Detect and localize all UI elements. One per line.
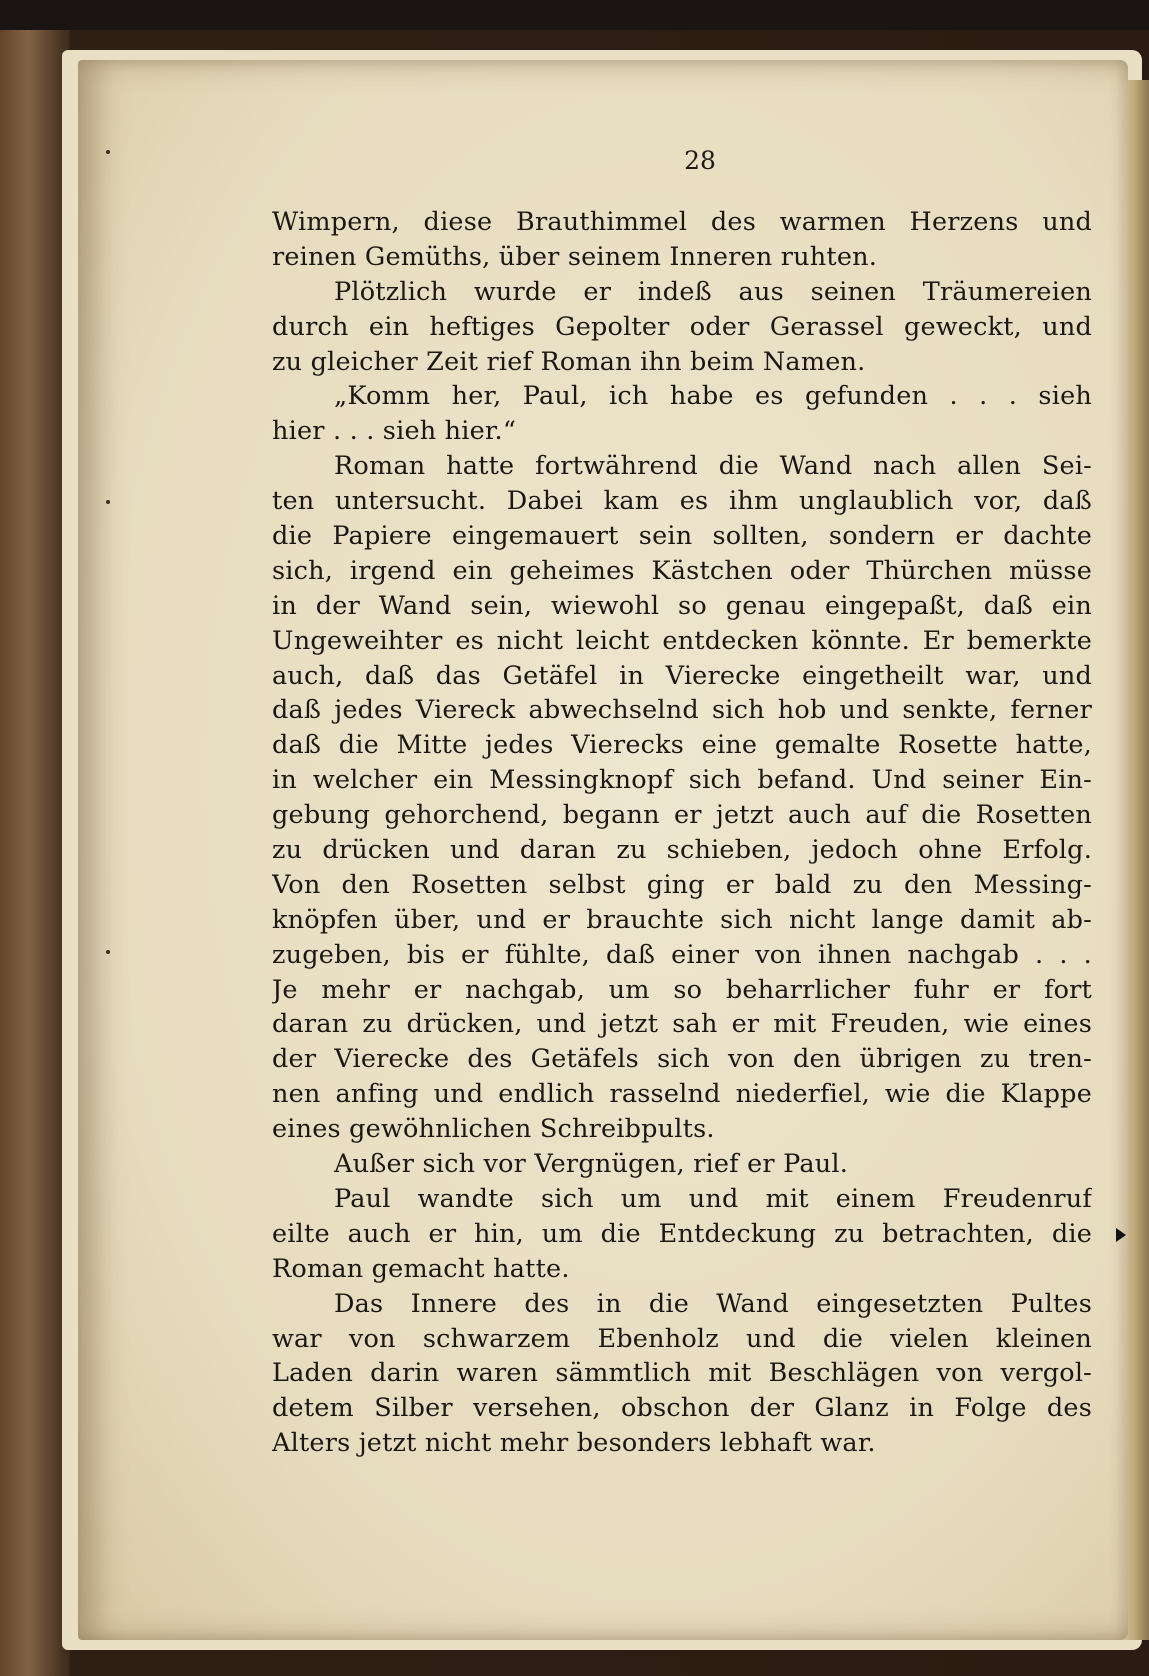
text-line: Das Innere des in die Wand eingesetzten Pultes (334, 1288, 1092, 1319)
text-line: hier . . . sieh hier.“ (272, 416, 517, 447)
margin-speck (106, 950, 110, 954)
text-line: durch ein heftiges Gepolter oder Gerassel geweckt, und (272, 311, 1092, 342)
text-line: daß jedes Viereck abwechselnd sich hob und senkte, ferner (272, 695, 1092, 726)
margin-speck (106, 500, 110, 504)
text-line: Paul wandte sich um und mit einem Freudenruf (334, 1183, 1092, 1214)
text-line: die Papiere eingemauert sein sollten, sondern er dachte (272, 521, 1092, 552)
text-line: gebung gehorchend, begann er jetzt auch auf die Rosetten (272, 800, 1092, 831)
body-text (272, 205, 1092, 1461)
text-line: Roman hatte fortwährend die Wand nach allen Sei- (334, 451, 1092, 482)
text-line: „Komm her, Paul, ich habe es gefunden . . . sieh (334, 381, 1092, 412)
text-line: Wimpern, diese Brauthimmel des warmen Herzens und (272, 207, 1092, 237)
text-line: eilte auch er hin, um die Entdeckung zu betrachten, die (272, 1218, 1092, 1249)
text-line: sich, irgend ein geheimes Kästchen oder Thürchen müsse (272, 555, 1092, 586)
text-line: in welcher ein Messingknopf sich befand. Und seiner Ein- (272, 765, 1092, 796)
text-line: daran zu drücken, und jetzt sah er mit Freuden, wie eines (272, 1009, 1092, 1040)
text-line: Von den Rosetten selbst ging er bald zu den Messing- (272, 869, 1092, 900)
margin-speck (106, 150, 110, 154)
text-line: Außer sich vor Vergnügen, rief er Paul. (334, 1149, 849, 1180)
text-line: Ungeweihter es nicht leicht entdecken könnte. Er bemerkte (272, 625, 1092, 656)
text-line: eines gewöhnlichen Schreibpults. (272, 1114, 715, 1145)
text-line: knöpfen über, und er brauchte sich nicht lange damit ab- (272, 904, 1092, 935)
text-line: war von schwarzem Ebenholz und die vielen kleinen (272, 1323, 1092, 1354)
text-line: nen anfing und endlich rasselnd niederfiel, wie die Klappe (272, 1079, 1092, 1110)
text-line: reinen Gemüths, über seinem Inneren ruhten. (272, 241, 878, 272)
text-line: ten untersucht. Dabei kam es ihm unglaublich vor, daß (272, 486, 1092, 517)
text-line: Laden darin waren sämmtlich mit Beschlägen von vergol- (272, 1358, 1092, 1389)
page-number: 28 (684, 146, 716, 175)
text-line: zu drücken und daran zu schieben, jedoch ohne Erfolg. (272, 835, 1092, 866)
text-line: Plötzlich wurde er indeß aus seinen Träumereien (334, 276, 1092, 307)
text-line: daß die Mitte jedes Vierecks eine gemalte Rosette hatte, (272, 730, 1092, 761)
text-line: Je mehr er nachgab, um so beharrlicher fuhr er fort (272, 974, 1092, 1005)
book-spine-edge (0, 30, 70, 1676)
text-line: in der Wand sein, wiewohl so genau eingepaßt, daß ein (272, 590, 1092, 621)
text-line: auch, daß das Getäfel in Vierecke eingetheilt war, und (272, 660, 1092, 691)
text-line: Alters jetzt nicht mehr besonders lebhaft war. (272, 1428, 876, 1459)
text-line: der Vierecke des Getäfels sich von den übrigen zu tren- (272, 1044, 1092, 1075)
text-line: Roman gemacht hatte. (272, 1253, 570, 1284)
text-line: zugeben, bis er fühlte, daß einer von ihnen nachgab . . . (272, 939, 1092, 970)
text-line: zu gleicher Zeit rief Roman ihn beim Namen. (272, 346, 866, 377)
text-line: detem Silber versehen, obschon der Glanz in Folge des (272, 1393, 1092, 1424)
